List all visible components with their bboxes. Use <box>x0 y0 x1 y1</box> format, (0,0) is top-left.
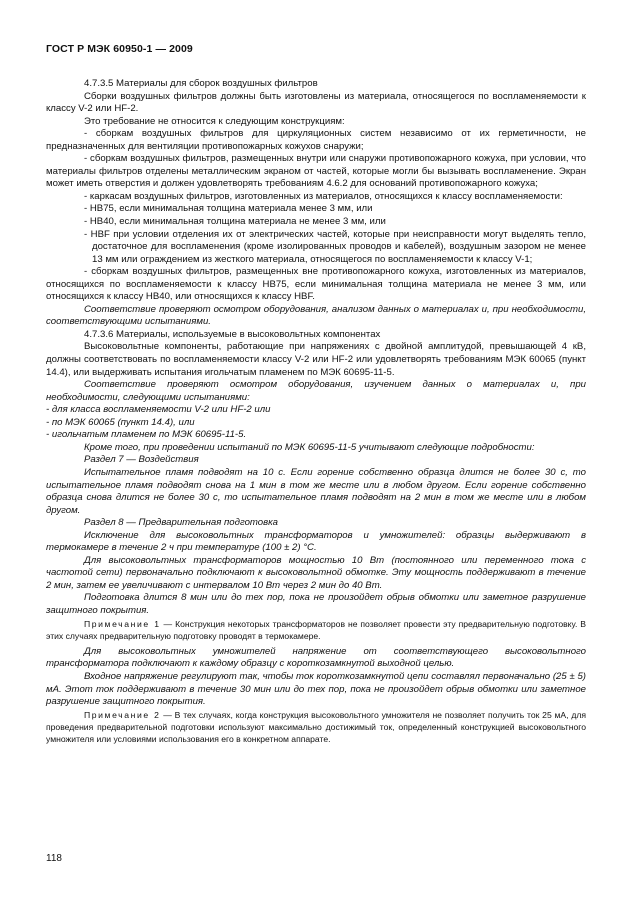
list-item: - сборкам воздушных фильтров, размещенных внутри или снаружи противопожарного кожуха, при условии, что материалы фильтров отделены металлическим экраном от частей, которые могли бы вызывать воспламенение. Экран может иметь отверстия и должен удовлетворять требованиям 4.6.2 для оснований противопожарного кожуха; <box>46 153 586 190</box>
paragraph: Для высоковольтных трансформаторов мощностью 10 Вт (постоянного или переменного тока с частотой сети) первоначально подключают к высоковольтной обмотке. Эту мощность поддерживают в течение 2 мин, затем ее увеличивают с интервалом 10 Вт через 2 мин до 40 Вт. <box>46 554 586 591</box>
list-item: - сборкам воздушных фильтров, размещенных вне противопожарного кожуха, изготовленных из материалов, относящихся по воспламеняемости к классу HB75, если минимальная толщина материала не менее 3 мм, или относящихся к классу HB40, или относящихся к классу HBF. <box>46 266 586 303</box>
sub-list-item: - HB40, если минимальная толщина материала не менее 3 мм, или <box>84 216 386 228</box>
paragraph: Исключение для высоковольтных трансформаторов и умножителей: образцы выдерживают в термокамере в течение 2 ч при температуре (100 ± 2) °C. <box>46 529 586 554</box>
note-1 <box>46 618 586 642</box>
compliance-text: Соответствие проверяют осмотром оборудования, анализом данных о материалах и, при необходимости, соответствующими испытаниями. <box>46 303 586 328</box>
paragraph: Испытательное пламя подводят на 10 с. Если горение собственно образца длится не более 30 с, то испытательное пламя подводят снова на 1 мин в том же месте или в любом другом. Если горение собственно образца снова длится не более 30 с, то испытательное пламя подводят на 2 мин в том же месте или в любом другом. <box>46 466 586 516</box>
compliance-text: Соответствие проверяют осмотром оборудования, изучением данных о материалах и, при необходимости, следующими испытаниями: <box>46 379 586 403</box>
test-list-item: - для класса воспламеняемости V-2 или HF-2 или <box>46 404 271 416</box>
note-text: — Конструкция некоторых трансформаторов не позволяет провести эту предварительную подготовку. В этих случаях предварительную подготовку проводят в термокамере. <box>46 618 586 641</box>
paragraph: Кроме того, при проведении испытаний по МЭК 60695-11-5 учитывают следующие подробности: <box>84 441 535 453</box>
paragraph: Сборки воздушных фильтров должны быть изготовлены из материала, относящегося по воспламеняемости к классу V-2 или HF-2. <box>46 90 586 115</box>
sub-list-item: - HBF при условии отделения их от электрических частей, которые при неисправности могут выделять тепло, достаточное для воспламенения (кроме изолированных проводов и кабелей), воздушным зазором не менее 13 мм или ограждением из жесткого материала, относящегося по воспламеняемости к классу V-1; <box>84 228 586 265</box>
paragraph: Входное напряжение регулируют так, чтобы ток короткозамкнутой цепи составлял первоначально (25 ± 5) мА. Этот ток поддерживают в течение 30 мин или до тех пор, пока не произойдет обрыв обмотки или заметное разрушение защитного покрытия. <box>46 671 586 708</box>
test-list-item: - по МЭК 60065 (пункт 14.4), или <box>46 416 195 428</box>
paragraph: Высоковольтные компоненты, работающие при напряжениях с двойной амплитудой, превышающей 4 кВ, должны соответствовать по воспламеняемости классу V-2 или HF-2 или удовлетворять требованиям МЭК 60065 (пункт 14.4), или выдерживать испытания игольчатым пламенем по МЭК 60695-11-5. <box>46 341 586 378</box>
paragraph: Подготовка длится 8 мин или до тех пор, пока не произойдет обрыв обмотки или заметное разрушение защитного покрытия. <box>46 592 586 616</box>
section-heading-4-7-3-5: 4.7.3.5 Материалы для сборок воздушных фильтров <box>84 78 318 89</box>
paragraph: Для высоковольтных умножителей напряжение от соответствующего высоковольтного трансформатора подключают к каждому образцу с короткозамкнутой выходной целью. <box>46 645 586 670</box>
document-header: ГОСТ Р МЭК 60950-1 — 2009 <box>46 43 193 55</box>
note-text: — В тех случаях, когда конструкция высоковольтного умножителя не позволяет получить ток 25 мА, для проведения предварительной подготовки используют максимально достижимый ток, определенный конструкцией высоковольтного умножителя или условиями использования его в конкретном аппарате. <box>46 709 586 745</box>
test-list-item: - игольчатым пламенем по МЭК 60695-11-5. <box>46 429 247 441</box>
list-item: - каркасам воздушных фильтров, изготовленных из материалов, относящихся к классу воспламеняемости: <box>84 190 563 202</box>
document-body <box>46 78 586 745</box>
paragraph: Это требование не относится к следующим конструкциям: <box>84 115 345 127</box>
section-heading-4-7-3-6: 4.7.3.6 Материалы, используемые в высоковольтных компонентах <box>84 328 381 340</box>
subsection-title: Раздел 7 — Воздействия <box>84 454 199 466</box>
note-label: Примечание 2 <box>84 709 161 720</box>
sub-list-item: - HB75, если минимальная толщина материала менее 3 мм, или <box>84 203 373 215</box>
list-item: - сборкам воздушных фильтров для циркуляционных систем независимо от их герметичности, не предназначенных для вентиляции противопожарных кожухов снаружи; <box>46 128 586 152</box>
note-2 <box>46 709 586 746</box>
page-number: 118 <box>46 853 62 864</box>
subsection-title: Раздел 8 — Предварительная подготовка <box>84 517 278 529</box>
note-label: Примечание 1 <box>84 618 161 629</box>
